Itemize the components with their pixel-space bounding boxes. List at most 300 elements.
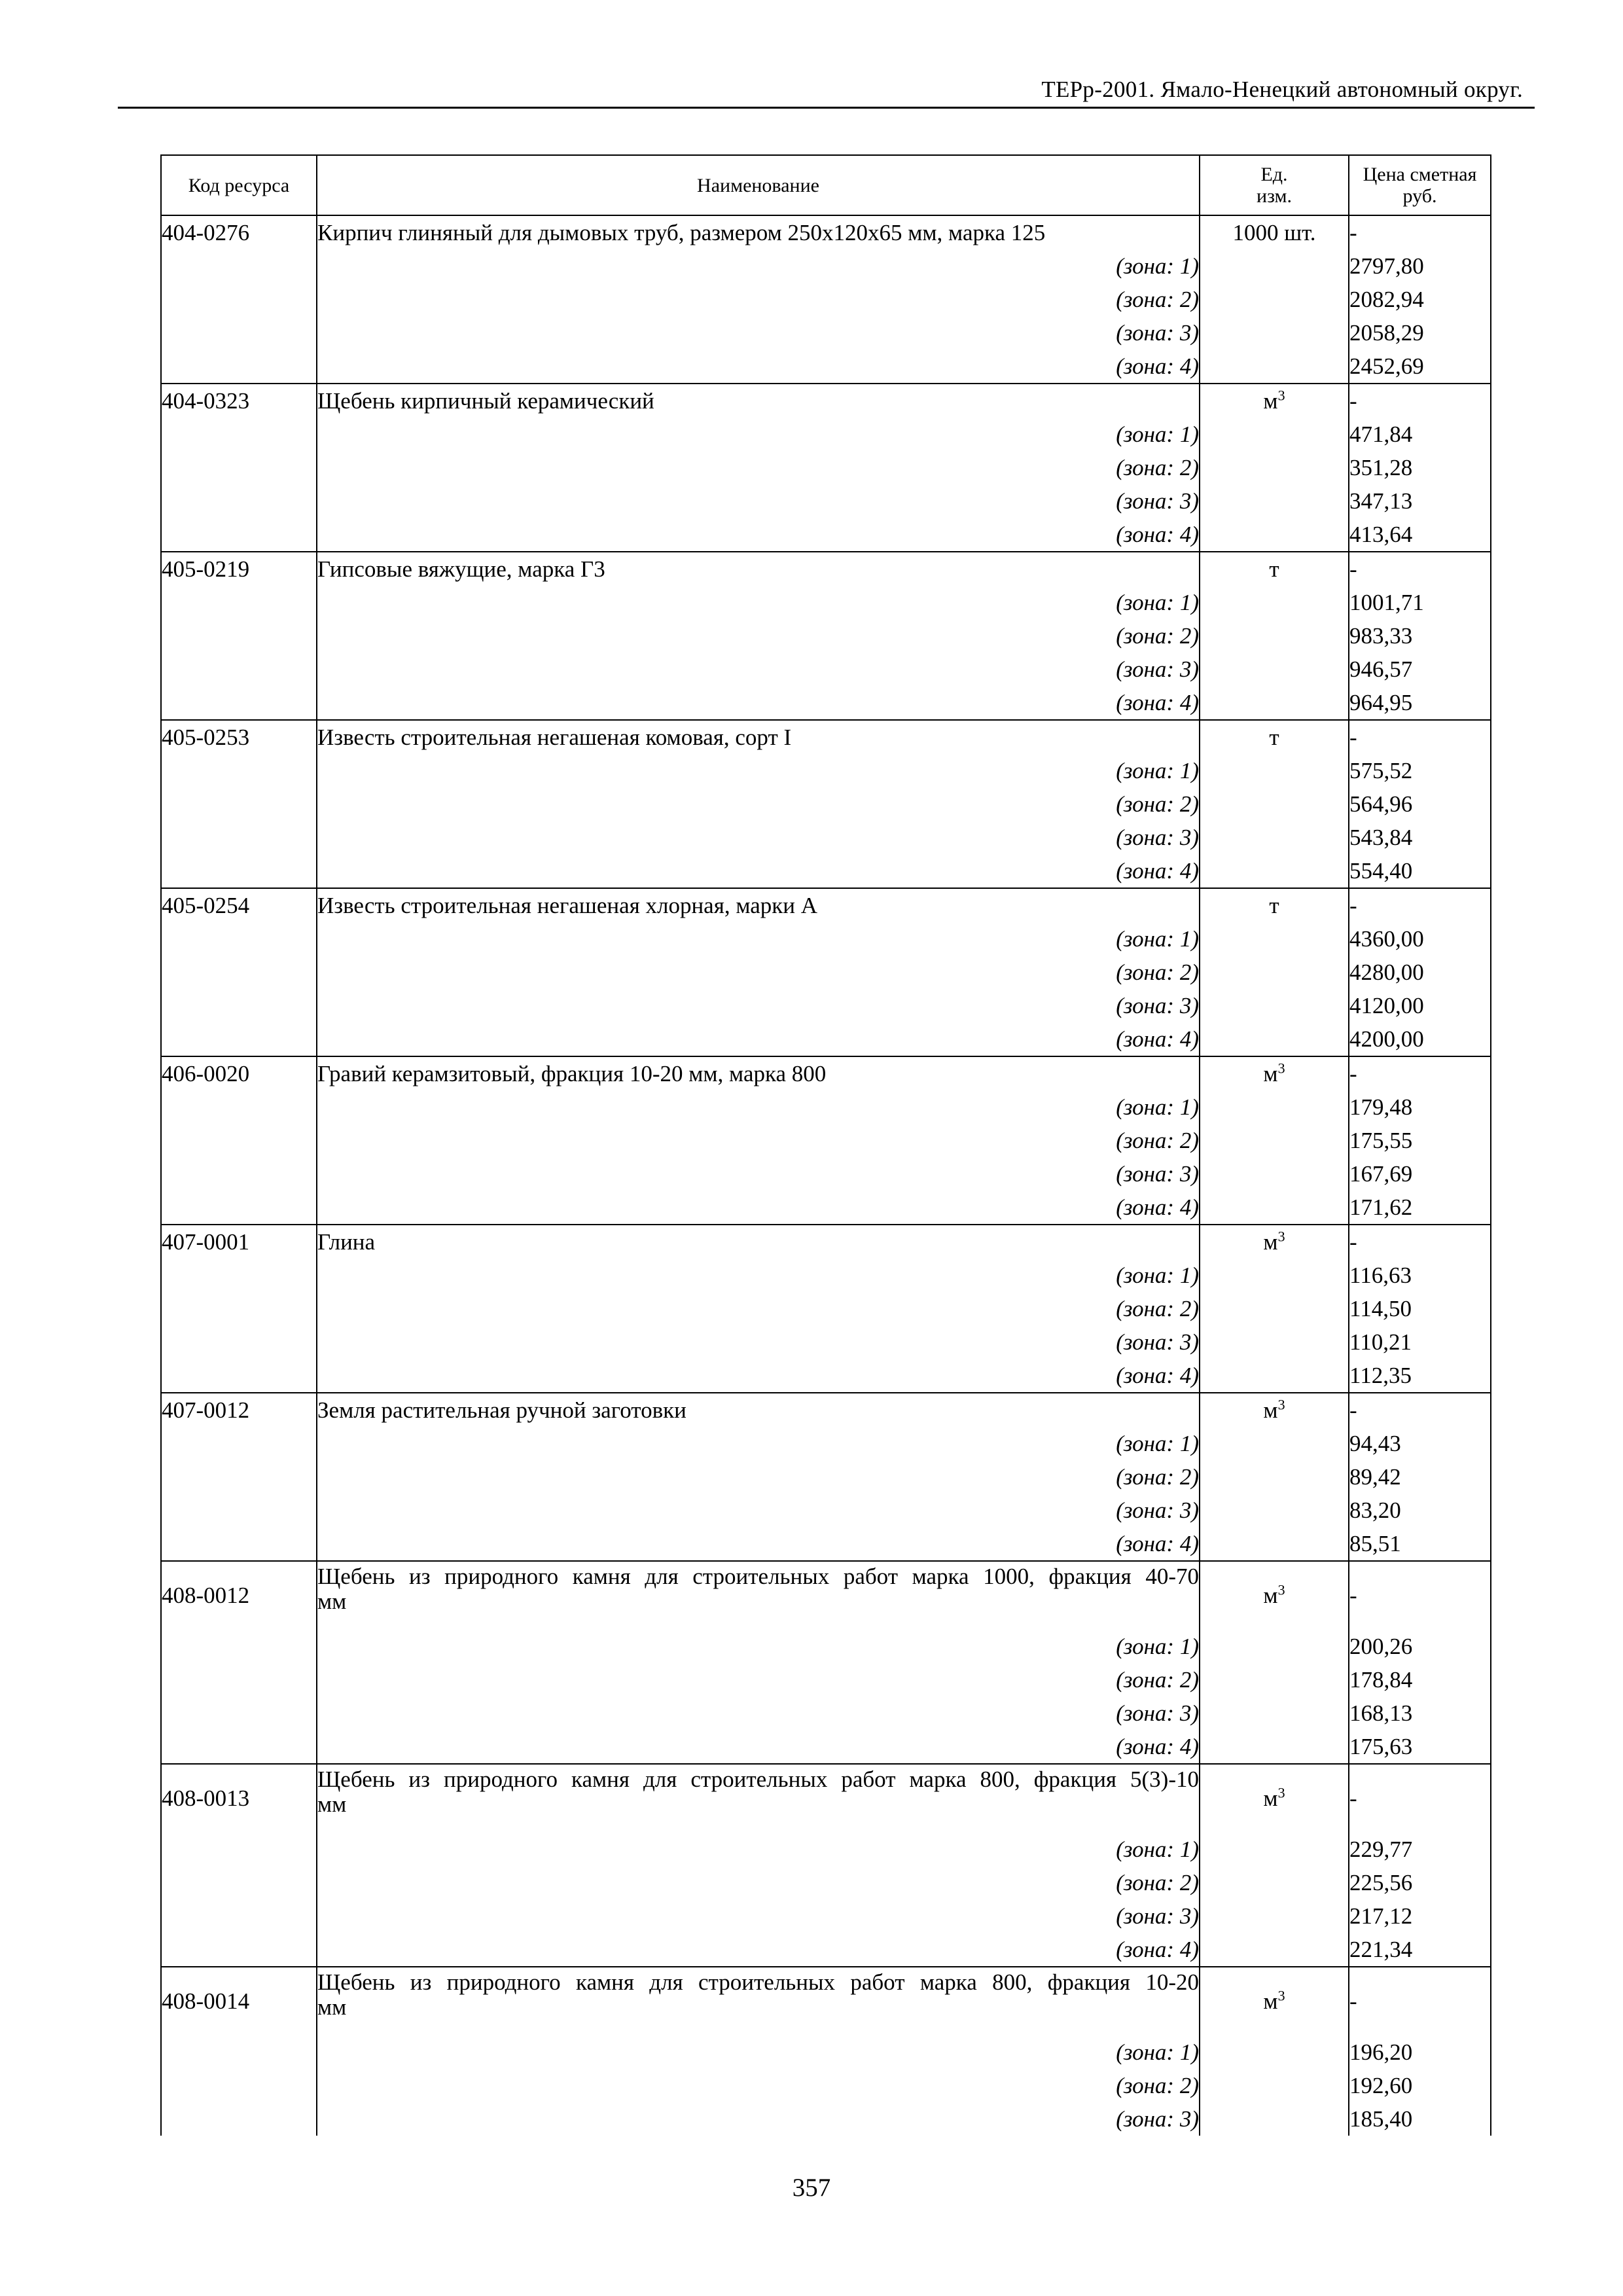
zone-price-row bbox=[161, 1022, 1491, 1056]
zone-label: (зона: 4) bbox=[317, 1359, 1200, 1393]
price-header-line1: Цена сметная bbox=[1363, 164, 1477, 185]
zone-price-row bbox=[161, 350, 1491, 384]
zone-price-row bbox=[161, 2069, 1491, 2102]
zone-label: (зона: 4) bbox=[317, 518, 1200, 552]
unit-blank bbox=[1200, 283, 1349, 316]
zone-price-row bbox=[161, 956, 1491, 989]
zone-price-row bbox=[161, 484, 1491, 518]
unit-blank bbox=[1200, 1259, 1349, 1292]
code-blank bbox=[161, 686, 317, 720]
code-blank bbox=[161, 586, 317, 619]
code-blank bbox=[161, 316, 317, 350]
zone-price-row bbox=[161, 586, 1491, 619]
zone-price: 217,12 bbox=[1349, 1899, 1491, 1933]
unit-superscript: 3 bbox=[1277, 1987, 1285, 2004]
zone-label: (зона: 3) bbox=[317, 653, 1200, 686]
zone-label: (зона: 2) bbox=[317, 2069, 1200, 2102]
code-blank bbox=[161, 821, 317, 854]
code-blank bbox=[161, 418, 317, 451]
code-blank bbox=[161, 1730, 317, 1764]
code-blank bbox=[161, 1157, 317, 1191]
code-blank bbox=[161, 1022, 317, 1056]
zone-price-row bbox=[161, 854, 1491, 888]
resource-code: 405-0219 bbox=[161, 552, 317, 586]
zone-label: (зона: 1) bbox=[317, 1427, 1200, 1460]
resource-name bbox=[317, 1056, 1200, 1090]
zone-price: 168,13 bbox=[1349, 1696, 1491, 1730]
zone-price-row bbox=[161, 1494, 1491, 1527]
zone-price-row bbox=[161, 451, 1491, 484]
zone-label: (зона: 3) bbox=[317, 1494, 1200, 1527]
unit-blank bbox=[1200, 2036, 1349, 2069]
zone-price-row bbox=[161, 2036, 1491, 2069]
resource-price-table bbox=[160, 154, 1491, 2136]
resource-name-text: Щебень кирпичный керамический bbox=[317, 388, 654, 414]
resource-name bbox=[317, 1967, 1200, 2036]
resource-code: 408-0014 bbox=[161, 1967, 317, 2036]
zone-price: 85,51 bbox=[1349, 1527, 1491, 1561]
unit-blank bbox=[1200, 787, 1349, 821]
base-price: - bbox=[1349, 552, 1491, 586]
base-price: - bbox=[1349, 1056, 1491, 1090]
zone-label: (зона: 2) bbox=[317, 619, 1200, 653]
unit-superscript: 3 bbox=[1277, 1396, 1285, 1413]
zone-price: 543,84 bbox=[1349, 821, 1491, 854]
resource-name bbox=[317, 215, 1200, 249]
zone-price-row bbox=[161, 283, 1491, 316]
zone-price: 1001,71 bbox=[1349, 586, 1491, 619]
zone-price: 2082,94 bbox=[1349, 283, 1491, 316]
unit-header-line2: изм. bbox=[1257, 185, 1292, 207]
zone-price-row bbox=[161, 1259, 1491, 1292]
unit-blank bbox=[1200, 754, 1349, 787]
zone-price-row bbox=[161, 418, 1491, 451]
unit-text: т bbox=[1269, 893, 1279, 918]
resource-name bbox=[317, 384, 1200, 418]
code-blank bbox=[161, 1494, 317, 1527]
zone-price-row bbox=[161, 1630, 1491, 1663]
code-blank bbox=[161, 2036, 317, 2069]
base-price: - bbox=[1349, 1393, 1491, 1427]
zone-price: 4200,00 bbox=[1349, 1022, 1491, 1056]
code-blank bbox=[161, 1663, 317, 1696]
zone-price: 4120,00 bbox=[1349, 989, 1491, 1022]
unit-of-measure bbox=[1200, 1561, 1349, 1630]
unit-superscript: 3 bbox=[1277, 387, 1285, 404]
code-blank bbox=[161, 922, 317, 956]
code-blank bbox=[161, 1090, 317, 1124]
zone-price: 178,84 bbox=[1349, 1663, 1491, 1696]
unit-blank bbox=[1200, 686, 1349, 720]
zone-label: (зона: 2) bbox=[317, 1460, 1200, 1494]
zone-label: (зона: 1) bbox=[317, 754, 1200, 787]
zone-label: (зона: 1) bbox=[317, 922, 1200, 956]
zone-price-row bbox=[161, 1090, 1491, 1124]
base-price: - bbox=[1349, 1764, 1491, 1833]
unit-blank bbox=[1200, 1460, 1349, 1494]
zone-price-row bbox=[161, 653, 1491, 686]
unit-blank bbox=[1200, 1494, 1349, 1527]
code-blank bbox=[161, 1359, 317, 1393]
unit-blank bbox=[1200, 1663, 1349, 1696]
base-price: - bbox=[1349, 1561, 1491, 1630]
base-price: - bbox=[1349, 1225, 1491, 1259]
resource-group bbox=[161, 1764, 1491, 1967]
resource-name bbox=[317, 1393, 1200, 1427]
zone-price-row bbox=[161, 1325, 1491, 1359]
code-blank bbox=[161, 350, 317, 384]
code-blank bbox=[161, 1460, 317, 1494]
zone-price: 2058,29 bbox=[1349, 316, 1491, 350]
zone-label: (зона: 1) bbox=[317, 586, 1200, 619]
unit-blank bbox=[1200, 1124, 1349, 1157]
unit-text: т bbox=[1269, 725, 1279, 750]
price-header-line2: руб. bbox=[1402, 185, 1437, 207]
resource-name-text: Гипсовые вяжущие, марка Г3 bbox=[317, 556, 605, 582]
zone-price-row bbox=[161, 1866, 1491, 1899]
zone-label: (зона: 3) bbox=[317, 316, 1200, 350]
unit-of-measure bbox=[1200, 1056, 1349, 1090]
zone-price: 4360,00 bbox=[1349, 922, 1491, 956]
zone-price-row bbox=[161, 1191, 1491, 1225]
zone-price: 110,21 bbox=[1349, 1325, 1491, 1359]
resource-name-text: Известь строительная негашеная комовая, сорт I bbox=[317, 725, 792, 750]
code-blank bbox=[161, 956, 317, 989]
code-blank bbox=[161, 2069, 317, 2102]
resource-group bbox=[161, 1967, 1491, 2136]
resource-name-text: Земля растительная ручной заготовки bbox=[317, 1397, 687, 1423]
unit-blank bbox=[1200, 484, 1349, 518]
unit-blank bbox=[1200, 1325, 1349, 1359]
code-blank bbox=[161, 1427, 317, 1460]
table-row bbox=[161, 888, 1491, 922]
unit-text: т bbox=[1269, 556, 1279, 582]
base-price: - bbox=[1349, 215, 1491, 249]
code-blank bbox=[161, 653, 317, 686]
resource-code: 405-0253 bbox=[161, 720, 317, 754]
code-blank bbox=[161, 854, 317, 888]
unit-of-measure bbox=[1200, 1764, 1349, 1833]
table-row bbox=[161, 1225, 1491, 1259]
zone-price-row bbox=[161, 1933, 1491, 1967]
column-header-name: Наименование bbox=[317, 155, 1200, 215]
table-row bbox=[161, 1393, 1491, 1427]
resource-name bbox=[317, 1764, 1200, 1833]
unit-blank bbox=[1200, 922, 1349, 956]
unit-superscript: 3 bbox=[1277, 1581, 1285, 1598]
resource-group bbox=[161, 1561, 1491, 1764]
zone-label: (зона: 3) bbox=[317, 1157, 1200, 1191]
resource-code: 407-0012 bbox=[161, 1393, 317, 1427]
resource-group bbox=[161, 1393, 1491, 1561]
zone-price: 175,55 bbox=[1349, 1124, 1491, 1157]
code-blank bbox=[161, 1899, 317, 1933]
zone-label: (зона: 2) bbox=[317, 1866, 1200, 1899]
zone-label: (зона: 1) bbox=[317, 1259, 1200, 1292]
zone-price-row bbox=[161, 989, 1491, 1022]
unit-blank bbox=[1200, 418, 1349, 451]
unit-of-measure bbox=[1200, 720, 1349, 754]
resource-name-continuation: мм bbox=[317, 1791, 347, 1817]
zone-price: 4280,00 bbox=[1349, 956, 1491, 989]
code-blank bbox=[161, 1696, 317, 1730]
unit-blank bbox=[1200, 1933, 1349, 1967]
code-blank bbox=[161, 1124, 317, 1157]
zone-label: (зона: 4) bbox=[317, 1022, 1200, 1056]
code-blank bbox=[161, 1527, 317, 1561]
base-price: - bbox=[1349, 384, 1491, 418]
resource-name-text: Гравий керамзитовый, фракция 10-20 мм, марка 800 bbox=[317, 1061, 827, 1086]
unit-text: м bbox=[1263, 1988, 1278, 2014]
unit-superscript: 3 bbox=[1277, 1784, 1285, 1801]
resource-group bbox=[161, 888, 1491, 1056]
code-blank bbox=[161, 1292, 317, 1325]
zone-price-row bbox=[161, 619, 1491, 653]
zone-price: 94,43 bbox=[1349, 1427, 1491, 1460]
table-row bbox=[161, 1056, 1491, 1090]
zone-price: 946,57 bbox=[1349, 653, 1491, 686]
resource-group bbox=[161, 215, 1491, 384]
code-blank bbox=[161, 1191, 317, 1225]
zone-price: 554,40 bbox=[1349, 854, 1491, 888]
zone-price-row bbox=[161, 1124, 1491, 1157]
zone-price: 192,60 bbox=[1349, 2069, 1491, 2102]
resource-name-text: Кирпич глиняный для дымовых труб, размером 250х120х65 мм, марка 125 bbox=[317, 220, 1046, 245]
unit-text: м bbox=[1263, 1785, 1278, 1811]
unit-blank bbox=[1200, 518, 1349, 552]
unit-of-measure bbox=[1200, 1225, 1349, 1259]
zone-label: (зона: 3) bbox=[317, 821, 1200, 854]
zone-label: (зона: 2) bbox=[317, 1124, 1200, 1157]
zone-label: (зона: 1) bbox=[317, 249, 1200, 283]
resource-name-continuation: мм bbox=[317, 1994, 347, 2020]
unit-blank bbox=[1200, 1359, 1349, 1393]
code-blank bbox=[161, 484, 317, 518]
code-blank bbox=[161, 1866, 317, 1899]
zone-label: (зона: 2) bbox=[317, 1663, 1200, 1696]
code-blank bbox=[161, 1933, 317, 1967]
zone-label: (зона: 3) bbox=[317, 1325, 1200, 1359]
unit-blank bbox=[1200, 2102, 1349, 2136]
zone-label: (зона: 4) bbox=[317, 350, 1200, 384]
zone-label: (зона: 4) bbox=[317, 1933, 1200, 1967]
unit-blank bbox=[1200, 1527, 1349, 1561]
zone-price-row bbox=[161, 1527, 1491, 1561]
unit-blank bbox=[1200, 350, 1349, 384]
running-title: ТЕРр-2001. Ямало-Ненецкий автономный округ. bbox=[1041, 77, 1523, 102]
zone-price: 171,62 bbox=[1349, 1191, 1491, 1225]
code-blank bbox=[161, 1630, 317, 1663]
unit-text: м bbox=[1263, 1583, 1278, 1608]
unit-blank bbox=[1200, 821, 1349, 854]
zone-price: 185,40 bbox=[1349, 2102, 1491, 2136]
zone-price: 225,56 bbox=[1349, 1866, 1491, 1899]
unit-blank bbox=[1200, 1191, 1349, 1225]
unit-blank bbox=[1200, 1833, 1349, 1866]
zone-price-row bbox=[161, 1460, 1491, 1494]
zone-price-row bbox=[161, 686, 1491, 720]
unit-text: м bbox=[1263, 1229, 1278, 1255]
code-blank bbox=[161, 451, 317, 484]
unit-text: м bbox=[1263, 1397, 1278, 1423]
zone-label: (зона: 3) bbox=[317, 1899, 1200, 1933]
zone-label: (зона: 1) bbox=[317, 1833, 1200, 1866]
zone-label: (зона: 2) bbox=[317, 451, 1200, 484]
zone-price: 83,20 bbox=[1349, 1494, 1491, 1527]
resource-code: 405-0254 bbox=[161, 888, 317, 922]
zone-price: 200,26 bbox=[1349, 1630, 1491, 1663]
zone-price-row bbox=[161, 787, 1491, 821]
zone-price-row bbox=[161, 518, 1491, 552]
zone-price: 575,52 bbox=[1349, 754, 1491, 787]
unit-blank bbox=[1200, 989, 1349, 1022]
zone-price: 221,34 bbox=[1349, 1933, 1491, 1967]
zone-label: (зона: 2) bbox=[317, 1292, 1200, 1325]
zone-price: 116,63 bbox=[1349, 1259, 1491, 1292]
zone-price-row bbox=[161, 1157, 1491, 1191]
zone-price-row bbox=[161, 922, 1491, 956]
unit-of-measure bbox=[1200, 888, 1349, 922]
code-blank bbox=[161, 787, 317, 821]
resource-code: 404-0323 bbox=[161, 384, 317, 418]
table-row bbox=[161, 1764, 1491, 1833]
unit-blank bbox=[1200, 1022, 1349, 1056]
zone-price-row bbox=[161, 316, 1491, 350]
zone-price-row bbox=[161, 249, 1491, 283]
resource-name-text: Глина bbox=[317, 1229, 376, 1255]
zone-price: 964,95 bbox=[1349, 686, 1491, 720]
resource-name bbox=[317, 720, 1200, 754]
zone-label: (зона: 3) bbox=[317, 484, 1200, 518]
running-header bbox=[118, 75, 1535, 109]
zone-label: (зона: 3) bbox=[317, 989, 1200, 1022]
code-blank bbox=[161, 249, 317, 283]
zone-label: (зона: 3) bbox=[317, 2102, 1200, 2136]
zone-price-row bbox=[161, 2102, 1491, 2136]
unit-blank bbox=[1200, 1427, 1349, 1460]
zone-price: 351,28 bbox=[1349, 451, 1491, 484]
code-blank bbox=[161, 2102, 317, 2136]
unit-blank bbox=[1200, 1090, 1349, 1124]
zone-price: 2452,69 bbox=[1349, 350, 1491, 384]
zone-price: 564,96 bbox=[1349, 787, 1491, 821]
base-price: - bbox=[1349, 888, 1491, 922]
resource-code: 408-0012 bbox=[161, 1561, 317, 1630]
zone-label: (зона: 2) bbox=[317, 283, 1200, 316]
column-header-unit bbox=[1200, 155, 1349, 215]
code-blank bbox=[161, 1325, 317, 1359]
zone-price: 114,50 bbox=[1349, 1292, 1491, 1325]
zone-price-row bbox=[161, 821, 1491, 854]
table-row bbox=[161, 720, 1491, 754]
unit-blank bbox=[1200, 586, 1349, 619]
unit-blank bbox=[1200, 249, 1349, 283]
table-row bbox=[161, 1967, 1491, 2036]
unit-blank bbox=[1200, 619, 1349, 653]
resource-name-text: Щебень из природного камня для строительных работ марка 800, фракция 10-20 bbox=[317, 1969, 1199, 1995]
zone-price-row bbox=[161, 1292, 1491, 1325]
unit-of-measure bbox=[1200, 1967, 1349, 2036]
unit-superscript: 3 bbox=[1277, 1060, 1285, 1077]
unit-blank bbox=[1200, 2069, 1349, 2102]
code-blank bbox=[161, 283, 317, 316]
resource-name-text: Щебень из природного камня для строительных работ марка 800, фракция 5(3)-10 bbox=[317, 1767, 1199, 1792]
table-row bbox=[161, 215, 1491, 249]
unit-blank bbox=[1200, 316, 1349, 350]
code-blank bbox=[161, 1259, 317, 1292]
zone-price-row bbox=[161, 1730, 1491, 1764]
zone-label: (зона: 1) bbox=[317, 2036, 1200, 2069]
code-blank bbox=[161, 1833, 317, 1866]
zone-label: (зона: 3) bbox=[317, 1696, 1200, 1730]
zone-price: 983,33 bbox=[1349, 619, 1491, 653]
unit-text: 1000 шт. bbox=[1232, 220, 1316, 245]
unit-blank bbox=[1200, 1292, 1349, 1325]
unit-blank bbox=[1200, 653, 1349, 686]
zone-price: 471,84 bbox=[1349, 418, 1491, 451]
resource-code: 406-0020 bbox=[161, 1056, 317, 1090]
column-header-price bbox=[1349, 155, 1491, 215]
table-row bbox=[161, 1561, 1491, 1630]
resource-code: 408-0013 bbox=[161, 1764, 317, 1833]
zone-price: 229,77 bbox=[1349, 1833, 1491, 1866]
table-row bbox=[161, 384, 1491, 418]
zone-label: (зона: 4) bbox=[317, 854, 1200, 888]
zone-label: (зона: 2) bbox=[317, 956, 1200, 989]
zone-price: 112,35 bbox=[1349, 1359, 1491, 1393]
column-header-code: Код ресурса bbox=[161, 155, 317, 215]
zone-price-row bbox=[161, 1696, 1491, 1730]
unit-superscript: 3 bbox=[1277, 1228, 1285, 1245]
code-blank bbox=[161, 989, 317, 1022]
base-price: - bbox=[1349, 720, 1491, 754]
resource-group bbox=[161, 384, 1491, 552]
resource-code: 407-0001 bbox=[161, 1225, 317, 1259]
zone-label: (зона: 2) bbox=[317, 787, 1200, 821]
resource-name bbox=[317, 1225, 1200, 1259]
resource-name bbox=[317, 888, 1200, 922]
unit-blank bbox=[1200, 854, 1349, 888]
unit-of-measure bbox=[1200, 384, 1349, 418]
zone-price-row bbox=[161, 1427, 1491, 1460]
zone-label: (зона: 1) bbox=[317, 1630, 1200, 1663]
zone-label: (зона: 4) bbox=[317, 686, 1200, 720]
unit-text: м bbox=[1263, 1061, 1278, 1086]
zone-price-row bbox=[161, 1833, 1491, 1866]
code-blank bbox=[161, 518, 317, 552]
zone-label: (зона: 4) bbox=[317, 1527, 1200, 1561]
table-header-row bbox=[161, 155, 1491, 215]
zone-label: (зона: 1) bbox=[317, 1090, 1200, 1124]
resource-name-text: Щебень из природного камня для строительных работ марка 1000, фракция 40-70 bbox=[317, 1564, 1199, 1589]
zone-price-row bbox=[161, 1663, 1491, 1696]
zone-price: 196,20 bbox=[1349, 2036, 1491, 2069]
zone-price: 347,13 bbox=[1349, 484, 1491, 518]
resource-name-text: Известь строительная негашеная хлорная, марки А bbox=[317, 893, 818, 918]
zone-price: 179,48 bbox=[1349, 1090, 1491, 1124]
zone-price: 89,42 bbox=[1349, 1460, 1491, 1494]
unit-blank bbox=[1200, 1696, 1349, 1730]
resource-group bbox=[161, 1056, 1491, 1225]
unit-blank bbox=[1200, 1157, 1349, 1191]
zone-price: 2797,80 bbox=[1349, 249, 1491, 283]
resource-name-continuation: мм bbox=[317, 1588, 347, 1614]
resource-group bbox=[161, 1225, 1491, 1393]
resource-code: 404-0276 bbox=[161, 215, 317, 249]
resource-group bbox=[161, 720, 1491, 888]
unit-blank bbox=[1200, 1899, 1349, 1933]
unit-of-measure bbox=[1200, 1393, 1349, 1427]
